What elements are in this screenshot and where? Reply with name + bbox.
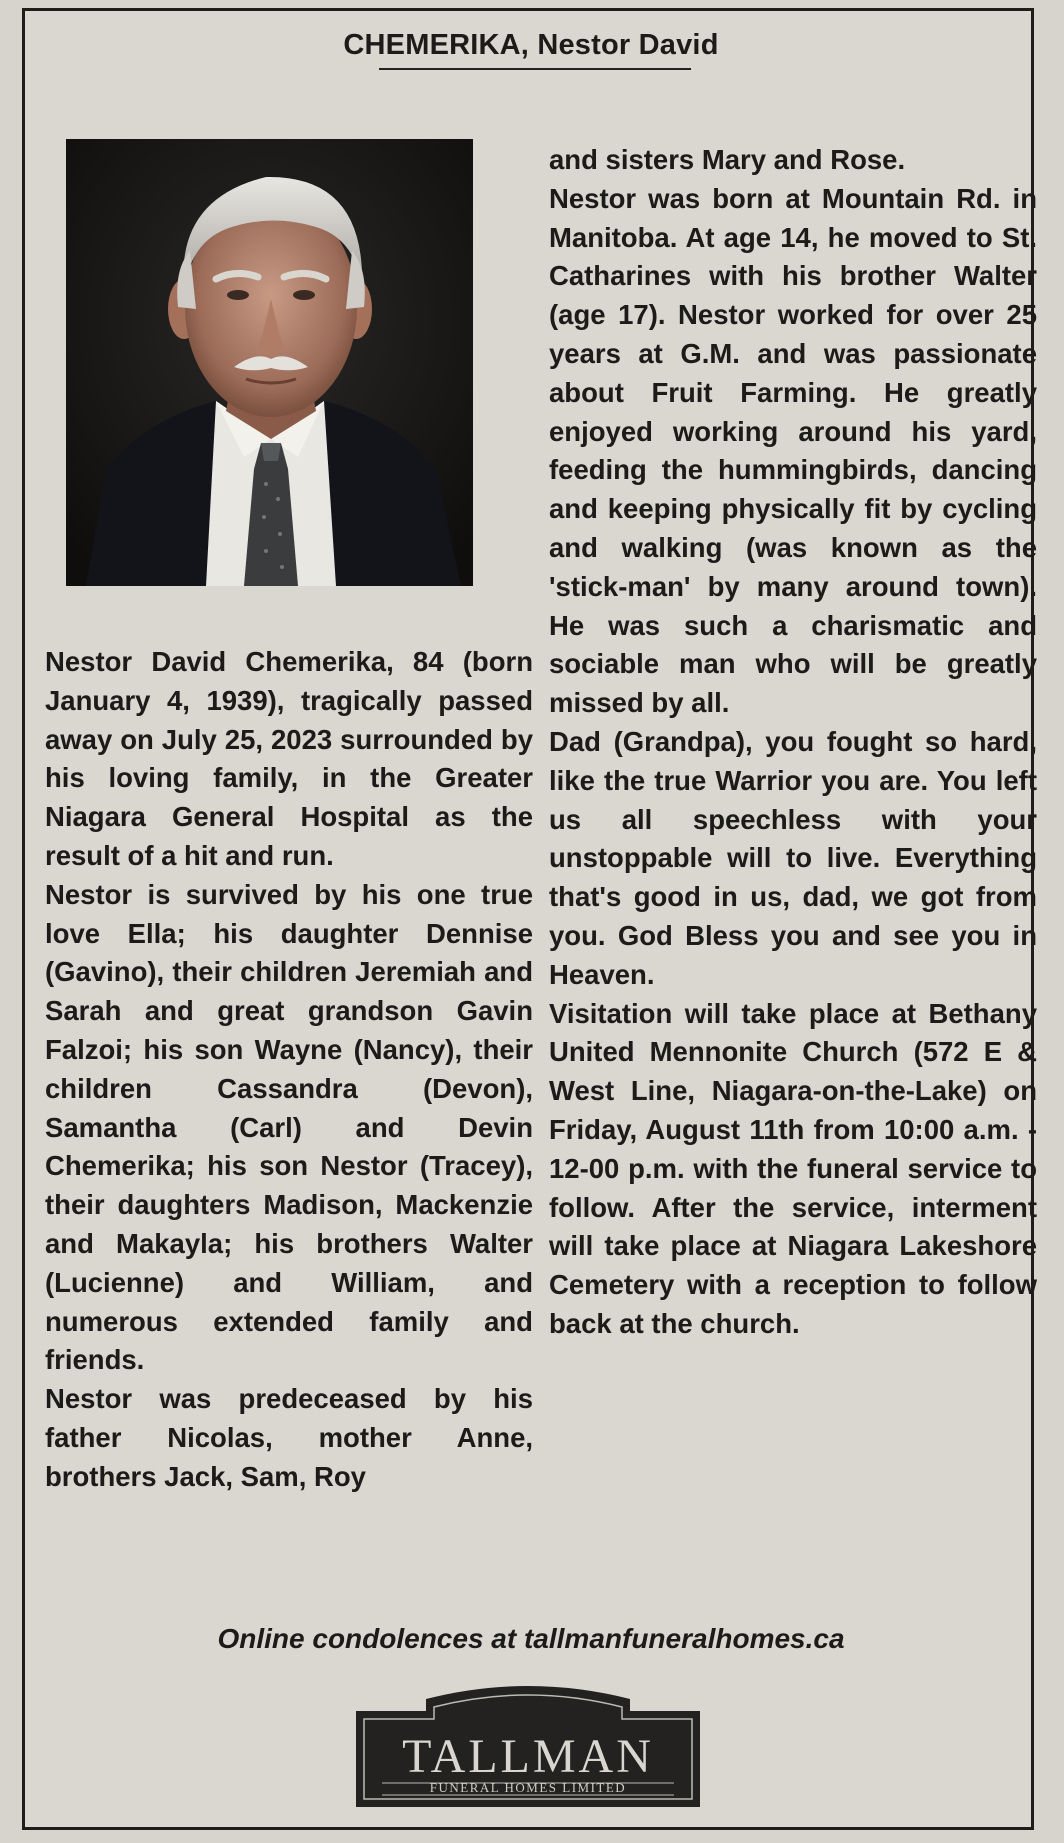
left-column bbox=[45, 643, 533, 1497]
obituary-paragraph: Nestor was predeceased by his father Nicolas, mother Anne, brothers Jack, Sam, Roy bbox=[45, 1383, 533, 1492]
portrait-photo-icon bbox=[66, 139, 473, 586]
obituary-paragraph: Nestor is survived by his one true love Ella; his daughter Dennise (Gavino), their children Jeremiah and Sarah and great grandson Gavin Falzoi; his son Wayne (Nancy), their children Cassandra (Devon), Samantha (Carl) and Devin Chemerika; his son Nestor (Tracey), their daughters Madison, Mackenzie and Makayla; his brothers Walter (Lucienne) and William, and numerous extended family and friends. bbox=[45, 878, 533, 1376]
title-underline bbox=[379, 68, 691, 70]
online-condolences: Online condolences at tallmanfuneralhomes.ca bbox=[217, 1623, 845, 1654]
tallman-logo bbox=[356, 1679, 700, 1807]
right-column bbox=[549, 141, 1037, 1344]
obituary-paragraph: Nestor was born at Mountain Rd. in Manitoba. At age 14, he moved to St. Catharines with his brother Walter (age 17). Nestor worked for over 25 years at G.M. and was passionate about Fruit Farming. He greatly enjoyed working around his yard, feeding the hummingbirds, dancing and keeping physically fit by cycling and walking (was known as the 'stick-man' by many around town). He was such a charismatic and sociable man who will be greatly missed by all. bbox=[549, 182, 1037, 719]
obituary-paragraph: Dad (Grandpa), you fought so hard, like the true Warrior you are. You left us all speechless with your unstoppable will to live. Everything that's good in us, dad, we got from you. God Bless you and see you in Heaven. bbox=[549, 725, 1037, 990]
obituary-title: CHEMERIKA, Nestor David bbox=[343, 29, 719, 61]
obituary-paragraph: Visitation will take place at Bethany United Mennonite Church (572 E & West Line, Niagara-on-the-Lake) on Friday, August 11th from 10:00 a.m. - 12-00 p.m. with the funeral service to follow. After the service, interment will take place at Niagara Lakeshore Cemetery with a reception to follow back at the church. bbox=[549, 997, 1037, 1339]
obituary-paragraph: Nestor David Chemerika, 84 (born January 4, 1939), tragically passed away on July 25, 2023 surrounded by his loving family, in the Greater Niagara General Hospital as the result of a hit and run. bbox=[45, 646, 533, 871]
logo-subtitle: FUNERAL HOMES LIMITED bbox=[429, 1780, 627, 1795]
logo-wordmark: TALLMAN bbox=[402, 1730, 654, 1783]
portrait-photo bbox=[66, 139, 473, 586]
obituary-paragraph: and sisters Mary and Rose. bbox=[549, 144, 906, 175]
obituary-notice bbox=[22, 8, 1037, 1830]
